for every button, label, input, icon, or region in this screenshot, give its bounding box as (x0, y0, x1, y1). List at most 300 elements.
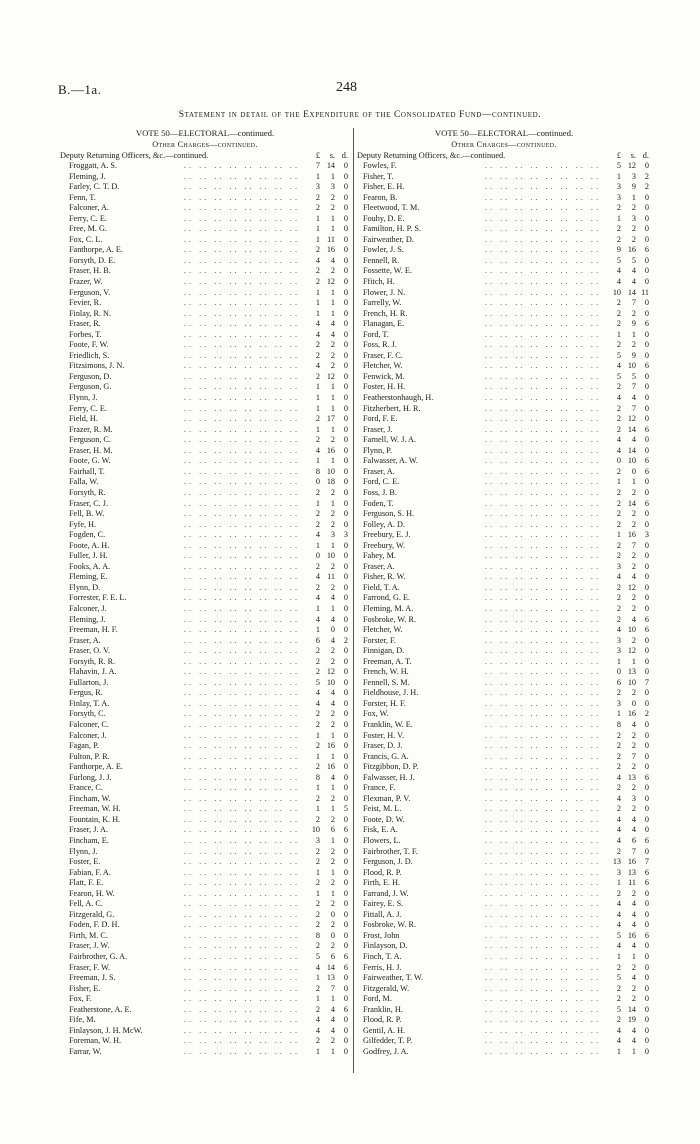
pounds-value: 0 (315, 477, 320, 487)
leader-dots: .. .. .. .. .. .. .. .. (484, 1025, 601, 1035)
table-row (357, 435, 651, 446)
table-row (60, 520, 350, 531)
table-row (60, 361, 350, 372)
officer-name: Gentil, A. H. (363, 1025, 406, 1035)
shillings-value: 10 (326, 677, 335, 687)
shillings-value: 1 (330, 804, 335, 814)
shillings-value: 18 (326, 477, 335, 487)
shillings-value: 4 (330, 688, 335, 698)
shillings-value: 12 (627, 414, 636, 424)
shillings-value: 4 (631, 825, 636, 835)
pence-value: 0 (644, 266, 649, 276)
leader-dots: .. .. .. .. .. .. .. .. (484, 793, 601, 803)
pounds-value: 0 (315, 551, 320, 561)
shillings-value: 2 (330, 582, 335, 592)
leader-dots: .. .. .. .. .. .. .. .. (484, 551, 601, 561)
pounds-value: 1 (616, 171, 621, 181)
pounds-value: 2 (315, 1004, 320, 1014)
pence-value: 0 (644, 952, 649, 962)
pence-value: 0 (644, 340, 649, 350)
pounds-value: 1 (315, 888, 320, 898)
table-row (60, 467, 350, 478)
pence-value: 0 (343, 593, 348, 603)
shillings-value: 12 (627, 582, 636, 592)
pounds-value: 3 (616, 698, 621, 708)
pounds-value: 2 (315, 266, 320, 276)
pounds-value: 4 (616, 572, 621, 582)
table-row (357, 625, 651, 636)
pounds-value: 2 (616, 519, 621, 529)
table-row (357, 562, 651, 573)
pounds-value: 4 (315, 593, 320, 603)
shillings-value: 4 (330, 635, 335, 645)
pounds-value: 4 (616, 277, 621, 287)
officer-name: Fincham, E. (69, 836, 109, 845)
shillings-value: 2 (330, 920, 335, 930)
officer-name: Fleetwood, T. M. (363, 203, 420, 213)
pounds-value: 2 (315, 719, 320, 729)
pounds-value: 2 (616, 224, 621, 234)
pounds-value: 4 (616, 445, 621, 455)
table-row (60, 235, 350, 246)
shillings-value: 3 (330, 182, 335, 192)
leader-dots: .. .. .. .. .. .. .. .. (183, 973, 300, 983)
shillings-value: 1 (330, 994, 335, 1004)
shillings-value: 4 (631, 435, 636, 445)
officer-name: Ffitch, H. (363, 277, 395, 287)
leader-dots: .. .. .. .. .. .. .. .. (484, 635, 601, 645)
officer-name: Fleming, J. (69, 171, 106, 181)
officer-name: Fabian, F. A. (69, 867, 111, 877)
leader-dots: .. .. .. .. .. .. .. .. (183, 435, 300, 445)
shillings-value: 14 (627, 1004, 636, 1014)
shillings-value: 2 (631, 340, 636, 350)
shillings-value: 2 (631, 688, 636, 698)
shillings-value: 19 (627, 1015, 636, 1025)
leader-dots: .. .. .. .. .. .. .. .. (183, 582, 300, 592)
pounds-value: 5 (616, 255, 621, 265)
table-row (357, 667, 651, 678)
pence-value: 0 (343, 203, 348, 213)
leader-dots: .. .. .. .. .. .. .. .. (183, 656, 300, 666)
leader-dots: .. .. .. .. .. .. .. .. (484, 192, 601, 202)
pence-value: 0 (343, 329, 348, 339)
table-row (357, 256, 651, 267)
pence-value: 0 (644, 899, 649, 909)
table-row (60, 530, 350, 541)
officer-name: Fairweather, D. (363, 234, 414, 244)
pence-value: 0 (343, 382, 348, 392)
shillings-value: 4 (330, 319, 335, 329)
officer-name: Fenn, T. (69, 192, 96, 202)
leader-dots: .. .. .. .. .. .. .. .. (183, 234, 300, 244)
shillings-value: 2 (631, 783, 636, 793)
officer-name: Freeman, J. S. (69, 973, 116, 983)
officer-name: Ferguson, D. (69, 371, 112, 381)
shillings-value: 2 (330, 846, 335, 856)
table-row (60, 952, 350, 963)
officer-name: Flexman, P. V. (363, 793, 411, 803)
officer-name: Fountain, K. H. (69, 814, 121, 824)
table-row (357, 804, 651, 815)
shillings-value: 16 (627, 930, 636, 940)
pounds-value: 1 (315, 603, 320, 613)
pence-value: 6 (343, 1004, 348, 1014)
officer-name: France, F. (363, 783, 396, 793)
pounds-value: 2 (616, 593, 621, 603)
leader-dots: .. .. .. .. .. .. .. .. (183, 393, 300, 403)
shillings-value: 2 (631, 635, 636, 645)
pence-value: 0 (343, 435, 348, 445)
shillings-value: 6 (330, 825, 335, 835)
pounds-value: 4 (315, 698, 320, 708)
leader-dots: .. .. .. .. .. .. .. .. (484, 424, 601, 434)
pounds-value: 2 (315, 509, 320, 519)
officer-name: Fraser, J. (363, 424, 393, 434)
leader-dots: .. .. .. .. .. .. .. .. (484, 603, 601, 613)
table-row (60, 572, 350, 583)
table-row (60, 256, 350, 267)
officer-name: Fisher, E. (69, 983, 101, 993)
pence-value: 0 (343, 287, 348, 297)
pounds-value: 1 (315, 540, 320, 550)
pounds-value: 4 (315, 1015, 320, 1025)
pence-value: 0 (343, 709, 348, 719)
leader-dots: .. .. .. .. .. .. .. .. (183, 340, 300, 350)
shillings-value: 4 (631, 941, 636, 951)
shillings-value: 16 (627, 245, 636, 255)
pounds-value: 1 (616, 530, 621, 540)
pence-value: 0 (343, 857, 348, 867)
pounds-value: 2 (315, 857, 320, 867)
pounds-value: 1 (315, 751, 320, 761)
leader-dots: .. .. .. .. .. .. .. .. (183, 277, 300, 287)
pounds-value: 2 (315, 909, 320, 919)
table-row (357, 646, 651, 657)
leader-dots: .. .. .. .. .. .. .. .. (183, 878, 300, 888)
shillings-value: 9 (631, 182, 636, 192)
leader-dots: .. .. .. .. .. .. .. .. (484, 393, 601, 403)
leader-dots: .. .. .. .. .. .. .. .. (484, 245, 601, 255)
pence-value: 0 (644, 487, 649, 497)
shillings-value: 2 (631, 983, 636, 993)
table-row (357, 825, 651, 836)
officer-name: Featherstone, A. E. (69, 1004, 132, 1014)
officer-name: Falconer, J. (69, 603, 107, 613)
officer-name: Fitzgerald, G. (69, 909, 115, 919)
leader-dots: .. .. .. .. .. .. .. .. (183, 646, 300, 656)
officer-name: Fitzgerald, W. (363, 983, 410, 993)
officer-name: Forster, H. F. (363, 698, 406, 708)
leader-dots: .. .. .. .. .. .. .. .. (484, 857, 601, 867)
table-row (60, 625, 350, 636)
shillings-value: 1 (330, 751, 335, 761)
pounds-value: 2 (616, 983, 621, 993)
pence-value: 0 (343, 466, 348, 476)
table-row (60, 783, 350, 794)
pence-value: 0 (343, 414, 348, 424)
leader-dots: .. .. .. .. .. .. .. .. (183, 519, 300, 529)
table-row (357, 762, 651, 773)
pounds-value: 5 (616, 371, 621, 381)
table-row (357, 477, 651, 488)
table-row (60, 446, 350, 457)
table-row (357, 984, 651, 995)
pence-value: 0 (343, 899, 348, 909)
pence-value: 0 (644, 719, 649, 729)
shillings-value: 2 (330, 1036, 335, 1046)
shillings-value: 16 (326, 245, 335, 255)
pence-value: 0 (644, 582, 649, 592)
pounds-value: 2 (616, 498, 621, 508)
pounds-value: 2 (616, 382, 621, 392)
table-row (357, 783, 651, 794)
shillings-value: 16 (326, 762, 335, 772)
shillings-unit: s. (329, 151, 335, 160)
pence-value: 0 (644, 888, 649, 898)
officer-name: Fowles, F. (363, 161, 397, 170)
table-row (357, 899, 651, 910)
shillings-value: 6 (330, 952, 335, 962)
officer-name: Fraser, A. (69, 635, 101, 645)
leader-dots: .. .. .. .. .. .. .. .. (484, 867, 601, 877)
officer-name: Fife, M. (69, 1015, 96, 1025)
section-header (60, 150, 350, 161)
leader-dots: .. .. .. .. .. .. .. .. (183, 920, 300, 930)
shillings-value: 2 (631, 551, 636, 561)
pence-value: 6 (644, 772, 649, 782)
table-row (357, 836, 651, 847)
officer-name: Fennell, S. M. (363, 677, 410, 687)
section-label: Deputy Returning Officers, &c.—continued. (60, 151, 209, 160)
pence-value: 0 (343, 551, 348, 561)
table-row (60, 984, 350, 995)
shillings-value: 2 (330, 487, 335, 497)
table-row (60, 646, 350, 657)
leader-dots: .. .. .. .. .. .. .. .. (484, 572, 601, 582)
officer-name: Fairey, E. S. (363, 899, 404, 909)
pounds-value: 2 (616, 994, 621, 1004)
table-row (60, 499, 350, 510)
pence-value: 0 (644, 762, 649, 772)
pence-value: 0 (343, 509, 348, 519)
pence-value: 0 (644, 551, 649, 561)
officer-name: Ferguson, G. (69, 382, 112, 392)
table-row (357, 920, 651, 931)
shillings-value: 2 (330, 878, 335, 888)
leader-dots: .. .. .. .. .. .. .. .. (484, 804, 601, 814)
pounds-value: 2 (616, 762, 621, 772)
table-row (357, 752, 651, 763)
pounds-value: 2 (315, 899, 320, 909)
table-row (60, 541, 350, 552)
shillings-value: 2 (631, 888, 636, 898)
shillings-value: 2 (631, 487, 636, 497)
shillings-value: 4 (631, 572, 636, 582)
pounds-value: 1 (315, 625, 320, 635)
pence-value: 0 (343, 350, 348, 360)
shillings-value: 13 (627, 867, 636, 877)
leader-dots: .. .. .. .. .. .. .. .. (183, 456, 300, 466)
leader-dots: .. .. .. .. .. .. .. .. (183, 414, 300, 424)
leader-dots: .. .. .. .. .. .. .. .. (183, 466, 300, 476)
pence-value: 0 (343, 793, 348, 803)
pounds-value: 2 (616, 614, 621, 624)
pence-value: 0 (644, 983, 649, 993)
pounds-value: 2 (315, 793, 320, 803)
pounds-value: 2 (616, 487, 621, 497)
officer-name: Fosbroke, W. R. (363, 920, 416, 930)
pounds-value: 4 (315, 319, 320, 329)
officer-name: Forster, F. (363, 635, 396, 645)
leader-dots: .. .. .. .. .. .. .. .. (484, 255, 601, 265)
shillings-value: 2 (330, 899, 335, 909)
table-row (60, 636, 350, 647)
officer-name: Field, T. A. (363, 582, 400, 592)
leader-dots: .. .. .. .. .. .. .. .. (183, 308, 300, 318)
pounds-value: 1 (616, 878, 621, 888)
shillings-value: 14 (326, 161, 335, 170)
leader-dots: .. .. .. .. .. .. .. .. (183, 329, 300, 339)
pence-unit: d. (642, 151, 649, 160)
shillings-value: 11 (327, 572, 335, 582)
officer-name: Field, H. (69, 414, 98, 424)
table-row (357, 699, 651, 710)
table-row (60, 340, 350, 351)
pence-value: 0 (343, 846, 348, 856)
pence-value: 0 (343, 234, 348, 244)
officer-name: Fleming, M. A. (363, 603, 414, 613)
pence-value: 0 (343, 487, 348, 497)
officer-name: Fox, F. (69, 994, 92, 1004)
shillings-value: 2 (330, 350, 335, 360)
pence-value: 6 (343, 962, 348, 972)
officer-name: Fowler, J. S. (363, 245, 404, 255)
pence-value: 0 (343, 836, 348, 845)
pounds-value: 3 (315, 836, 320, 845)
officer-name: Fitzherbert, H. R. (363, 403, 421, 413)
officer-name: Fenwick, M. (363, 371, 405, 381)
leader-dots: .. .. .. .. .. .. .. .. (484, 161, 601, 170)
pounds-value: 3 (616, 646, 621, 656)
table-row (60, 815, 350, 826)
shillings-value: 4 (330, 255, 335, 265)
pence-value: 0 (343, 171, 348, 181)
table-row (357, 488, 651, 499)
officer-name: Flood, R. P. (363, 1015, 402, 1025)
shillings-value: 2 (330, 340, 335, 350)
leader-dots: .. .. .. .. .. .. .. .. (484, 182, 601, 192)
pounds-value: 2 (616, 804, 621, 814)
leader-dots: .. .. .. .. .. .. .. .. (484, 350, 601, 360)
leader-dots: .. .. .. .. .. .. .. .. (484, 403, 601, 413)
officer-name: Freeman, A. T. (363, 656, 412, 666)
pounds-value: 4 (315, 530, 320, 540)
table-row (357, 731, 651, 742)
shillings-value: 2 (330, 941, 335, 951)
leader-dots: .. .. .. .. .. .. .. .. (484, 582, 601, 592)
shillings-value: 4 (631, 814, 636, 824)
officer-name: Foote, G. W. (69, 456, 111, 466)
leader-dots: .. .. .. .. .. .. .. .. (484, 498, 601, 508)
leader-dots: .. .. .. .. .. .. .. .. (484, 1046, 601, 1056)
table-row (60, 330, 350, 341)
leader-dots: .. .. .. .. .. .. .. .. (183, 667, 300, 677)
leader-dots: .. .. .. .. .. .. .. .. (484, 287, 601, 297)
shillings-value: 4 (631, 909, 636, 919)
pounds-value: 2 (616, 783, 621, 793)
officer-name: Ford, T. (363, 329, 389, 339)
leader-dots: .. .. .. .. .. .. .. .. (484, 762, 601, 772)
shillings-value: 10 (627, 456, 636, 466)
pounds-value: 3 (616, 867, 621, 877)
leader-dots: .. .. .. .. .. .. .. .. (183, 994, 300, 1004)
leader-dots: .. .. .. .. .. .. .. .. (183, 762, 300, 772)
pence-value: 0 (343, 751, 348, 761)
leader-dots: .. .. .. .. .. .. .. .. (484, 846, 601, 856)
pence-unit: d. (341, 151, 348, 160)
table-row (60, 868, 350, 879)
leader-dots: .. .. .. .. .. .. .. .. (183, 698, 300, 708)
pounds-value: 2 (616, 424, 621, 434)
shillings-value: 10 (627, 625, 636, 635)
pence-value: 6 (644, 878, 649, 888)
table-row (60, 182, 350, 193)
table-row (357, 182, 651, 193)
table-row (60, 372, 350, 383)
officer-name: Finlayson, J. H. McW. (69, 1025, 143, 1035)
pounds-value: 4 (616, 1036, 621, 1046)
table-row (60, 425, 350, 436)
table-row (60, 214, 350, 225)
pounds-value: 4 (616, 361, 621, 371)
table-row (60, 456, 350, 467)
shillings-value: 7 (631, 846, 636, 856)
table-row (60, 920, 350, 931)
leader-dots: .. .. .. .. .. .. .. .. (183, 192, 300, 202)
shillings-value: 6 (631, 836, 636, 845)
pence-value: 0 (343, 277, 348, 287)
pence-value: 0 (343, 298, 348, 308)
leader-dots: .. .. .. .. .. .. .. .. (183, 371, 300, 381)
pounds-value: 8 (616, 719, 621, 729)
officer-name: Falla, W. (69, 477, 99, 487)
pounds-value: 4 (315, 572, 320, 582)
pence-value: 0 (644, 814, 649, 824)
pounds-value: 1 (315, 730, 320, 740)
officer-name: Fogden, C. (69, 530, 106, 540)
leader-dots: .. .. .. .. .. .. .. .. (484, 593, 601, 603)
pounds-value: 8 (315, 466, 320, 476)
shillings-value: 16 (627, 709, 636, 719)
pence-value: 2 (644, 182, 649, 192)
shillings-value: 16 (627, 530, 636, 540)
table-row (60, 562, 350, 573)
officer-name: Foreman, W. H. (69, 1036, 122, 1046)
pounds-value: 4 (315, 1025, 320, 1035)
leader-dots: .. .. .. .. .. .. .. .. (484, 719, 601, 729)
pounds-value: 2 (315, 878, 320, 888)
pence-value: 0 (343, 867, 348, 877)
shillings-value: 1 (330, 224, 335, 234)
pence-value: 6 (644, 319, 649, 329)
officer-name: Fuller, J. H. (69, 551, 108, 561)
pounds-value: 1 (616, 656, 621, 666)
shillings-value: 14 (627, 287, 636, 297)
leader-dots: .. .. .. .. .. .. .. .. (183, 772, 300, 782)
officer-name: Fearon, H. W. (69, 888, 115, 898)
table-row (60, 382, 350, 393)
